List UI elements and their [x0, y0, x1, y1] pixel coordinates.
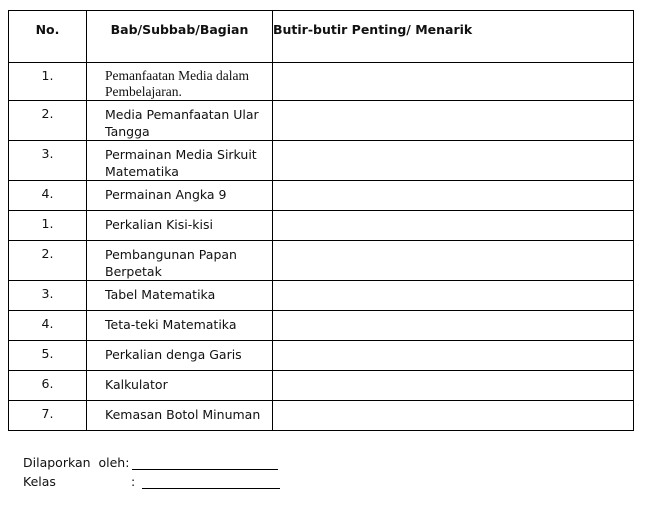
row-bab: Kalkulator [87, 371, 273, 401]
row-butir-cell[interactable] [273, 241, 634, 281]
table-row [9, 341, 634, 371]
row-number: 2. [9, 101, 87, 141]
row-bab: Pembangunan Papan Berpetak [87, 241, 273, 281]
row-number: 2. [9, 241, 87, 281]
row-number: 5. [9, 341, 87, 371]
row-butir-cell[interactable] [273, 281, 634, 311]
reported-by-blank[interactable] [132, 456, 278, 470]
row-bab: Permainan Media Sirkuit Matematika [87, 141, 273, 181]
table-row [9, 311, 634, 341]
row-butir-cell[interactable] [273, 401, 634, 431]
reported-by-line [23, 453, 280, 472]
row-number: 3. [9, 141, 87, 181]
class-blank[interactable] [142, 475, 280, 489]
row-number: 4. [9, 181, 87, 211]
row-number: 3. [9, 281, 87, 311]
header-no: No. [9, 11, 87, 63]
row-bab: Perkalian Kisi-kisi [87, 211, 273, 241]
row-butir-cell[interactable] [273, 371, 634, 401]
table-row [9, 371, 634, 401]
header-bab: Bab/Subbab/Bagian [87, 11, 273, 63]
table-row [9, 101, 634, 141]
row-butir-cell[interactable] [273, 63, 634, 101]
table-row [9, 63, 634, 101]
table-row [9, 241, 634, 281]
row-butir-cell[interactable] [273, 181, 634, 211]
report-footer [23, 453, 280, 491]
row-bab: Media Pemanfaatan Ular Tangga [87, 101, 273, 141]
row-number: 1. [9, 63, 87, 101]
row-bab: Pemanfaatan Media dalam Pembelajaran. [87, 63, 273, 101]
table-header-row [9, 11, 634, 63]
table-row [9, 401, 634, 431]
table-row [9, 211, 634, 241]
class-line [23, 472, 280, 491]
class-colon: : [131, 474, 136, 489]
row-number: 7. [9, 401, 87, 431]
row-butir-cell[interactable] [273, 101, 634, 141]
row-number: 1. [9, 211, 87, 241]
row-bab: Teta-teki Matematika [87, 311, 273, 341]
row-number: 6. [9, 371, 87, 401]
reported-by-label: Dilaporkan oleh: [23, 455, 130, 470]
header-butir: Butir-butir Penting/ Menarik [273, 11, 634, 63]
table-row [9, 281, 634, 311]
class-label: Kelas [23, 474, 56, 489]
row-bab: Tabel Matematika [87, 281, 273, 311]
row-bab: Kemasan Botol Minuman [87, 401, 273, 431]
row-bab: Permainan Angka 9 [87, 181, 273, 211]
row-butir-cell[interactable] [273, 141, 634, 181]
row-butir-cell[interactable] [273, 341, 634, 371]
table-row [9, 181, 634, 211]
table-row [9, 141, 634, 181]
row-number: 4. [9, 311, 87, 341]
row-bab: Perkalian denga Garis [87, 341, 273, 371]
row-butir-cell[interactable] [273, 211, 634, 241]
report-table [8, 10, 634, 431]
row-butir-cell[interactable] [273, 311, 634, 341]
